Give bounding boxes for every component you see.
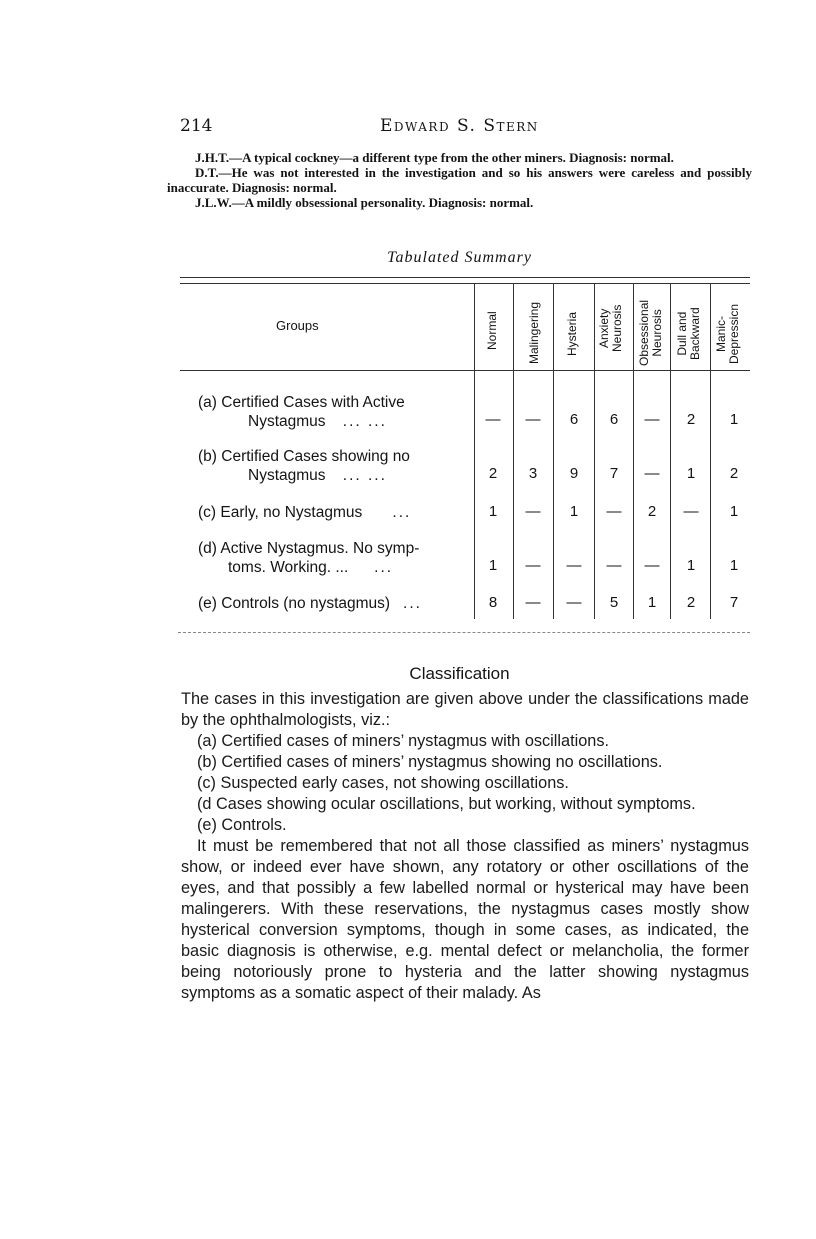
column-divider <box>594 283 595 619</box>
table-cell: — <box>606 503 622 520</box>
table-cell: 7 <box>729 594 739 611</box>
table-cell: 8 <box>488 594 498 611</box>
table-header-rule <box>180 370 750 371</box>
column-header-anxiety-neurosis: Anxiety Neurosis <box>597 304 624 352</box>
table-cell: — <box>644 411 660 428</box>
table-cell: 9 <box>569 465 579 482</box>
table-cell: 1 <box>488 503 498 520</box>
table-cell: 2 <box>729 465 739 482</box>
column-header-manic-depression: Manic- Depressicn <box>714 303 741 364</box>
section-title: Classification <box>409 664 510 683</box>
table-cell: 2 <box>647 503 657 520</box>
table-cell: — <box>525 594 541 611</box>
table-cell: — <box>683 503 699 520</box>
table-top-rule-inner <box>180 283 750 284</box>
table-cell: 1 <box>729 411 739 428</box>
column-divider <box>710 283 711 619</box>
column-header-dull-and-backward: Dull and Backward <box>675 307 702 360</box>
table-cell: — <box>644 465 660 482</box>
table-cell: — <box>485 411 501 428</box>
table-cell: — <box>525 503 541 520</box>
running-head: Edward S. Stern <box>380 116 539 136</box>
table-cell: 3 <box>528 465 538 482</box>
table-cell: 1 <box>729 503 739 520</box>
table-bottom-rule <box>178 632 750 633</box>
paragraph: (e) Controls. <box>197 816 287 834</box>
paragraph: (c) Suspected early cases, not showing oscillations. <box>197 774 569 792</box>
note-dt: D.T.—He was not interested in the investigation and so his answers were careless and possibly inaccurate. Diagnosis: normal. <box>167 165 752 195</box>
paragraph: (b) Certified cases of miners’ nystagmus showing no oscillations. <box>197 753 663 771</box>
column-header-hysteria: Hysteria <box>565 311 579 356</box>
column-header-obsessional-neurosis: Obsessional Neurosis <box>637 299 664 366</box>
classification-body <box>181 689 749 1004</box>
table-cell: — <box>644 557 660 574</box>
table-title: Tabulated Summary <box>387 249 532 266</box>
row-label-b: (b) Certified Cases showing no Nystagmus ... ... <box>198 448 410 484</box>
column-divider <box>633 283 634 619</box>
column-divider <box>670 283 671 619</box>
table-cell: 6 <box>609 411 619 428</box>
table-cell: 1 <box>569 503 579 520</box>
table-top-rule <box>180 277 750 278</box>
paragraph: It must be remembered that not all those classified as miners’ nystagmus show, or indeed ever have shown, any rotatory or other oscillations of the eyes, and that possibly a few labelled normal or hysterical may have been malingerers. With these reservations, the nystagmus cases mostly show hysterical conversion symptoms, though in some cases, as indicated, the basic diagnosis is otherwise, e.g. mental defect or melancholia, the former being notoriously prone to hysteria and the latter showing nystagmus symptoms as a somatic aspect of their malady. As <box>181 837 749 1002</box>
table-cell: — <box>606 557 622 574</box>
case-notes <box>167 150 752 210</box>
note-jlw: J.L.W.—A mildly obsessional personality. Diagnosis: normal. <box>195 195 534 210</box>
table-cell: 1 <box>686 557 696 574</box>
table-cell: 6 <box>569 411 579 428</box>
table-cell: — <box>566 594 582 611</box>
table-cell: — <box>525 557 541 574</box>
table-cell: — <box>525 411 541 428</box>
table-cell: 2 <box>488 465 498 482</box>
table-cell: 5 <box>609 594 619 611</box>
table-cell: 2 <box>686 411 696 428</box>
note-jht: J.H.T.—A typical cockney—a different type from the other miners. Diagnosis: normal. <box>195 150 674 165</box>
table-cell: 7 <box>609 465 619 482</box>
paragraph: The cases in this investigation are given above under the classifications made by the ophthalmologists, viz.: <box>181 690 749 729</box>
column-divider <box>474 283 475 619</box>
table-cell: 1 <box>488 557 498 574</box>
paragraph: (d Cases showing ocular oscillations, but working, without symptoms. <box>197 795 696 813</box>
groups-column-header: Groups <box>276 318 319 333</box>
row-label-e: (e) Controls (no nystagmus) ... <box>198 595 422 612</box>
table-cell: 1 <box>647 594 657 611</box>
table-cell: 1 <box>729 557 739 574</box>
table-cell: 2 <box>686 594 696 611</box>
row-label-c: (c) Early, no Nystagmus ... <box>198 504 412 521</box>
column-header-normal: Normal <box>485 311 499 350</box>
paragraph: (a) Certified cases of miners’ nystagmus with oscillations. <box>197 732 609 750</box>
row-label-a: (a) Certified Cases with Active Nystagmus ... ... <box>198 394 405 430</box>
column-header-malingering: Malingering <box>527 301 541 364</box>
table-cell: 1 <box>686 465 696 482</box>
column-divider <box>553 283 554 619</box>
page-header <box>180 116 755 138</box>
column-divider <box>513 283 514 619</box>
row-label-d: (d) Active Nystagmus. No symp- toms. Working. ... ... <box>198 540 420 576</box>
table-cell: — <box>566 557 582 574</box>
page-number: 214 <box>180 116 213 136</box>
